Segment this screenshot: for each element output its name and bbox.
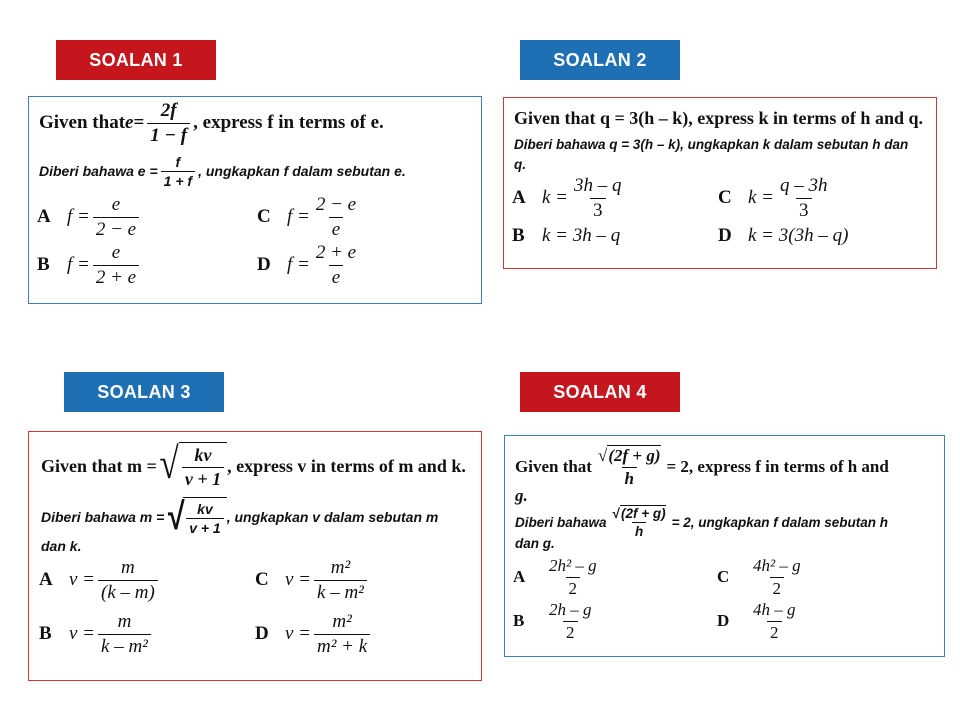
q1-ms-suffix: , ungkapkan f dalam sebutan e. xyxy=(198,163,406,179)
q1-option-d[interactable] xyxy=(257,241,362,289)
q4-ms-suffix: = 2, ungkapkan f dalam sebutan h xyxy=(671,514,889,530)
q4-en-suffix: = 2, express f in terms of h and xyxy=(666,457,889,476)
q3-question-ms xyxy=(41,494,438,540)
q4-option-d[interactable] xyxy=(717,598,802,644)
q4-option-c-letter: C xyxy=(717,567,730,586)
q4-ms-line2: dan g. xyxy=(515,535,555,551)
q1-option-c[interactable] xyxy=(257,193,362,241)
q2-option-d-letter: D xyxy=(718,225,732,246)
q2-option-b[interactable] xyxy=(512,220,620,252)
q3-option-c-fraction xyxy=(314,557,367,604)
q1-option-c-lhs: f = xyxy=(287,206,310,227)
q1-option-c-num: 2 − e xyxy=(315,193,357,215)
q4-option-d-letter: D xyxy=(717,611,730,630)
q3-option-a-den: (k – m) xyxy=(98,580,158,604)
q1-en-eq: = xyxy=(133,112,145,133)
q4-option-d-den: 2 xyxy=(767,621,782,643)
q3-ms-suffix: , ungkapkan v dalam sebutan m xyxy=(226,509,439,525)
q1-en-den: 1 − f xyxy=(147,123,190,147)
q1-option-b[interactable] xyxy=(37,241,142,289)
q1-question-en xyxy=(39,97,384,149)
q3-option-d-lhs: v = xyxy=(285,623,312,644)
question-3-box xyxy=(28,431,482,681)
q2-option-d[interactable] xyxy=(718,220,848,252)
q2-en-text: Given that q = 3(h – k), express k in terms of h and q. xyxy=(514,107,923,128)
q4-en-prefix: Given that xyxy=(515,457,592,476)
q3-option-a-lhs: v = xyxy=(69,569,96,590)
q3-option-c-letter: C xyxy=(255,569,269,590)
q4-option-a-den: 2 xyxy=(566,577,581,599)
q2-option-a-den: 3 xyxy=(590,198,606,222)
q3-option-c-den: k – m² xyxy=(314,580,367,604)
q2-option-c[interactable] xyxy=(718,176,834,220)
q2-option-a-lhs: k = xyxy=(542,187,569,208)
q3-option-a-num: m xyxy=(121,556,135,578)
q1-option-b-den: 2 + e xyxy=(93,265,139,289)
q4-en-den: h xyxy=(622,467,637,489)
q3-option-a-letter: A xyxy=(39,569,53,590)
q4-option-b-letter: B xyxy=(513,611,525,630)
q3-ms-sqrt: √ $\frac{kv}{v + 1}$ xyxy=(164,497,226,537)
q2-option-b-letter: B xyxy=(512,225,525,246)
q1-option-c-letter: C xyxy=(257,206,271,227)
q3-en-prefix: Given that m = xyxy=(41,455,157,476)
q1-option-d-letter: D xyxy=(257,254,271,275)
q1-option-b-fraction xyxy=(93,242,139,289)
q1-option-a[interactable] xyxy=(37,193,142,241)
q1-option-c-den: e xyxy=(329,217,343,241)
q4-question-ms xyxy=(515,500,888,544)
q2-question-en xyxy=(514,104,923,132)
q1-option-b-num: e xyxy=(111,241,121,263)
q3-question-en xyxy=(41,438,466,494)
q1-ms-prefix: Diberi bahawa e = xyxy=(39,163,158,179)
q3-option-b-den: k – m² xyxy=(98,634,151,658)
q4-option-a[interactable] xyxy=(513,554,603,600)
q1-en-suffix: , express f in terms of e. xyxy=(193,112,384,133)
q2-option-c-num: q – 3h xyxy=(780,174,828,196)
q1-option-a-letter: A xyxy=(37,206,51,227)
q4-option-c-num: 4h² – g xyxy=(753,555,801,575)
q2-option-a[interactable] xyxy=(512,176,628,220)
q3-option-d-letter: D xyxy=(255,623,269,644)
q2-option-c-letter: C xyxy=(718,187,732,208)
q3-ms-num: kv xyxy=(197,501,213,517)
q1-option-d-lhs: f = xyxy=(287,254,310,275)
q4-option-b[interactable] xyxy=(513,598,598,644)
q1-question-ms xyxy=(39,149,406,193)
q4-question-en xyxy=(515,442,889,492)
q1-option-d-den: e xyxy=(329,265,343,289)
q1-option-a-den: 2 − e xyxy=(93,217,139,241)
q4-option-b-den: 2 xyxy=(563,621,578,643)
q1-en-num: 2f xyxy=(160,99,177,121)
q1-option-a-lhs: f = xyxy=(67,206,90,227)
q1-option-d-num: 2 + e xyxy=(315,241,357,263)
q2-question-ms-2 xyxy=(514,154,526,174)
q3-option-b[interactable] xyxy=(39,608,154,660)
q4-option-d-fraction xyxy=(750,600,799,643)
q1-en-prefix: Given that xyxy=(39,112,126,133)
q3-option-a-fraction xyxy=(98,557,158,604)
question-1-box xyxy=(28,96,482,304)
q2-option-c-fraction xyxy=(777,175,831,222)
q4-option-a-num: 2h² – g xyxy=(549,555,597,575)
q4-ms-num: (2f + g) xyxy=(620,506,666,521)
q3-option-d-fraction xyxy=(314,611,370,658)
q3-option-d-num: m² xyxy=(332,610,352,632)
q4-option-d-num: 4h – g xyxy=(753,599,796,619)
q3-question-ms-2 xyxy=(41,536,81,556)
q3-option-b-letter: B xyxy=(39,623,52,644)
q1-ms-num: f xyxy=(175,153,181,170)
q3-option-c-num: m² xyxy=(330,556,351,578)
q2-question-ms-1 xyxy=(514,134,908,154)
q4-question-ms-2 xyxy=(515,534,555,552)
q1-option-c-fraction xyxy=(313,194,359,241)
q4-en-num: (2f + g) xyxy=(608,446,661,465)
q4-option-c-den: 2 xyxy=(770,577,785,599)
q4-en-fraction: $\frac{√(2f + g)}{h}$ xyxy=(597,446,661,488)
q1-ms-den: 1 + f xyxy=(161,171,195,189)
q3-option-c[interactable] xyxy=(255,554,370,606)
q2-option-a-letter: A xyxy=(512,187,526,208)
q4-option-b-fraction xyxy=(546,600,595,643)
q3-option-b-num: m xyxy=(117,610,132,632)
q4-option-a-fraction xyxy=(546,556,600,599)
q1-ms-fraction xyxy=(161,154,195,189)
q3-en-suffix: , express v in terms of m and k. xyxy=(227,455,466,476)
q3-en-sqrt: √ $\frac{kv}{v + 1}$ xyxy=(157,442,227,490)
q4-option-b-num: 2h – g xyxy=(549,599,592,619)
q3-option-b-fraction xyxy=(98,611,151,658)
question-2-box xyxy=(503,97,937,269)
q4-option-a-letter: A xyxy=(513,567,526,586)
q4-ms-fraction: $\frac{√(2f + g)}{h}$ xyxy=(612,506,666,539)
q2-ms-text-2: q. xyxy=(514,156,526,172)
q1-en-fraction xyxy=(147,100,190,147)
q1-option-a-fraction xyxy=(93,194,139,241)
soalan-3-label: SOALAN 3 xyxy=(64,372,224,412)
soalan-1-label: SOALAN 1 xyxy=(56,40,216,80)
q3-en-fraction xyxy=(182,445,224,490)
q3-ms-line2: dan k. xyxy=(41,538,82,554)
q2-ms-text-1: Diberi bahawa q = 3(h – k), ungkapkan k dalam sebutan h dan xyxy=(514,136,909,152)
q3-ms-prefix: Diberi bahawa m = xyxy=(41,509,165,525)
q2-option-d-expr: k = 3(3h – q) xyxy=(748,225,849,246)
q2-option-a-fraction xyxy=(571,175,625,222)
q3-option-b-lhs: v = xyxy=(69,623,96,644)
q1-option-a-num: e xyxy=(111,193,121,215)
q2-option-c-lhs: k = xyxy=(748,187,775,208)
soalan-4-label: SOALAN 4 xyxy=(520,372,680,412)
q2-option-b-expr: k = 3h – q xyxy=(542,225,621,246)
q2-option-a-num: 3h – q xyxy=(574,174,622,196)
q3-option-d-den: m² + k xyxy=(314,634,370,658)
q3-option-c-lhs: v = xyxy=(285,569,312,590)
q4-option-c-fraction xyxy=(750,556,804,599)
q2-option-c-den: 3 xyxy=(796,198,812,222)
q4-ms-den: h xyxy=(632,522,646,539)
q4-option-c[interactable] xyxy=(717,554,807,600)
soalan-2-label: SOALAN 2 xyxy=(520,40,680,80)
question-4-box xyxy=(504,435,945,657)
q1-option-d-fraction xyxy=(313,242,359,289)
q3-option-a[interactable] xyxy=(39,554,161,606)
q3-en-num: kv xyxy=(194,445,212,465)
q1-option-b-letter: B xyxy=(37,254,50,275)
q4-ms-prefix: Diberi bahawa xyxy=(515,514,607,530)
q1-en-var: e xyxy=(125,112,134,133)
q1-option-b-lhs: f = xyxy=(67,254,90,275)
q3-ms-fraction xyxy=(186,501,224,536)
q3-option-d[interactable] xyxy=(255,608,373,660)
q3-ms-den: v + 1 xyxy=(186,518,224,536)
q4-en-line2: g. xyxy=(515,486,528,505)
q3-en-den: v + 1 xyxy=(182,467,224,490)
